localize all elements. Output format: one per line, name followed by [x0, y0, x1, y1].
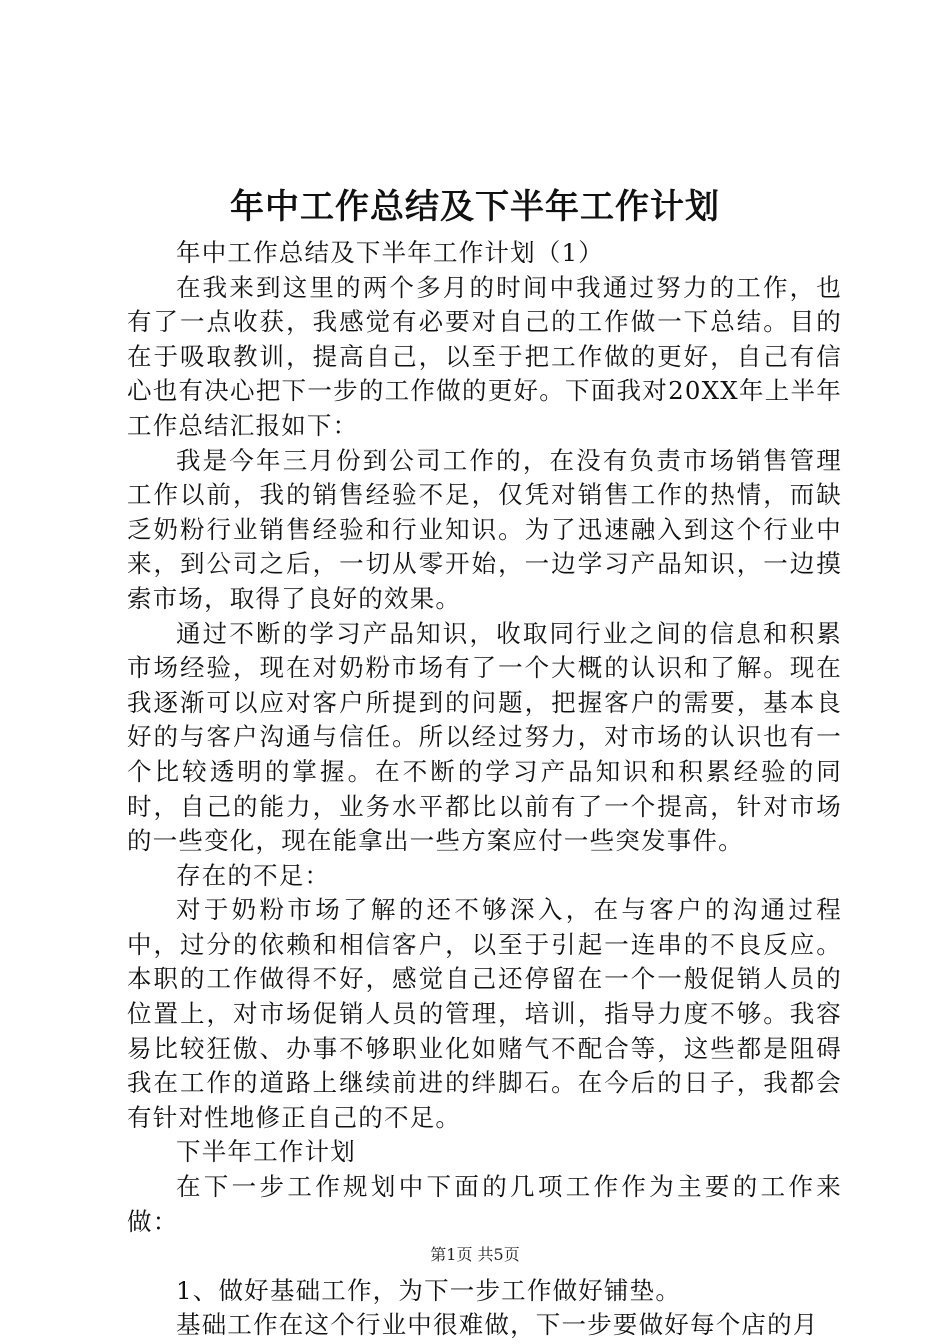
plan-intro-paragraph: 在下一步工作规划中下面的几项工作作为主要的工作来做： [127, 1172, 842, 1236]
plan-heading: 下半年工作计划 [176, 1137, 356, 1167]
shortcomings-paragraph: 对于奶粉市场了解的还不够深入，在与客户的沟通过程中，过分的依赖和相信客户，以至于引起一连串的不良反应。本职的工作做得不好，感觉自己还停留在一个一般促销人员的位置上，对市场促销人员的管理，培训，指导力度不够。我容易比较狂傲、办事不够职业化如赌气不配合等，这些都是阻碍我在工作的道路上继续前进的绊脚石。在今后的日子，我都会有针对性地修正自己的不足。 [127, 895, 842, 1132]
plan-item-1: 1、做好基础工作，为下一步工作做好铺垫。 [176, 1275, 682, 1305]
page-title: 年中工作总结及下半年工作计划 [230, 187, 720, 227]
shortcomings-heading: 存在的不足： [176, 860, 331, 890]
progress-paragraph: 通过不断的学习产品知识，收取同行业之间的信息和积累市场经验，现在对奶粉市场有了一个大概的认识和了解。现在我逐渐可以应对客户所提到的问题，把握客户的需要，基本良好的与客户沟通与信任。所以经过努力，对市场的认识也有一个比较透明的掌握。在不断的学习产品知识和积累经验的同时，自己的能力，业务水平都比以前有了一个提高，针对市场的一些变化，现在能拿出一些方案应付一些突发事件。 [127, 618, 842, 856]
intro-paragraph: 在我来到这里的两个多月的时间中我通过努力的工作，也有了一点收获，我感觉有必要对自己的工作做一下总结。目的在于吸取教训，提高自己，以至于把工作做的更好，自己有信心也有决心把下一步的工作做的更好。下面我对20XX年上半年工作总结汇报如下： [127, 272, 842, 440]
page-footer: 第1页 共5页 [430, 1245, 520, 1264]
document-body [127, 236, 842, 1343]
background-paragraph: 我是今年三月份到公司工作的，在没有负责市场销售管理工作以前，我的销售经验不足，仅凭对销售工作的热情，而缺乏奶粉行业销售经验和行业知识。为了迅速融入到这个行业中来，到公司之后，一切从零开始，一边学习产品知识，一边摸索市场，取得了良好的效果。 [127, 445, 842, 613]
plan-item-1-detail: 基础工作在这个行业中很难做，下一步要做好每个店的月 [176, 1310, 819, 1340]
subtitle-paragraph: 年中工作总结及下半年工作计划（1） [176, 238, 604, 267]
